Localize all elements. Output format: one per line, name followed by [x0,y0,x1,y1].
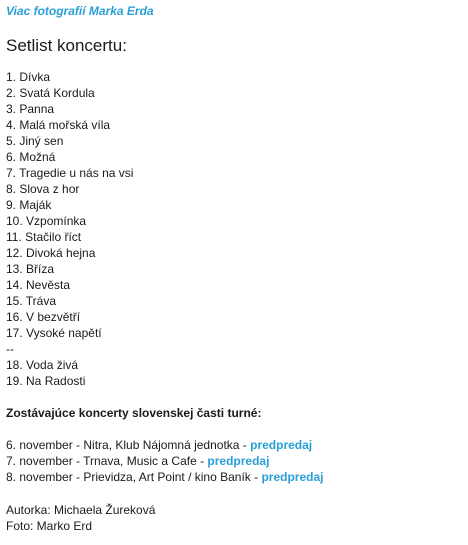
setlist-item: 16. V bezvětří [6,310,81,324]
setlist-separator: -- [6,342,14,356]
setlist-item: 10. Vzpomínka [6,214,87,228]
setlist-item: 7. Tragedie u nás na vsi [6,166,134,180]
setlist-item: 19. Na Radosti [6,374,86,388]
setlist-item: 13. Bříza [6,262,55,276]
photo-credit: Foto: Marko Erd [6,519,93,533]
setlist-item: 3. Panna [6,102,55,116]
concerts-list [6,437,323,485]
setlist-item: 5. Jiný sen [6,134,64,148]
setlist-item: 11. Stačilo říct [6,230,82,244]
setlist-item: 17. Vysoké napětí [6,326,102,340]
setlist-item: 4. Malá mořská víla [6,118,111,132]
setlist-heading: Setlist koncertu: [6,36,127,55]
presale-link[interactable]: predpredaj [261,470,324,484]
setlist-item: 2. Svatá Kordula [6,86,95,100]
presale-link[interactable]: predpredaj [207,454,270,468]
concert-item [6,469,323,485]
concert-info: 6. november - Nitra, Klub Nájomná jednotka - [6,438,251,452]
setlist [6,69,133,389]
concert-item [6,437,323,453]
concert-info: 8. november - Prievidza, Art Point / kino Baník - [6,470,262,484]
presale-link[interactable]: predpredaj [250,438,313,452]
setlist-item: 14. Nevěsta [6,278,71,292]
concerts-heading: Zostávajúce koncerty slovenskej časti turné: [6,406,262,420]
concert-info: 7. november - Trnava, Music a Cafe - [6,454,208,468]
setlist-item: 9. Maják [6,198,52,212]
setlist-item: 18. Voda živá [6,358,79,372]
setlist-item: 12. Divoká hejna [6,246,96,260]
setlist-item: 8. Slova z hor [6,182,80,196]
setlist-item: 6. Možná [6,150,56,164]
more-photos-link[interactable]: Viac fotografií Marka Erda [6,4,154,18]
concert-item [6,453,323,469]
setlist-item: 15. Tráva [6,294,57,308]
setlist-item: 1. Dívka [6,70,51,84]
author-credit: Autorka: Michaela Žureková [6,503,156,517]
credits [6,502,155,534]
